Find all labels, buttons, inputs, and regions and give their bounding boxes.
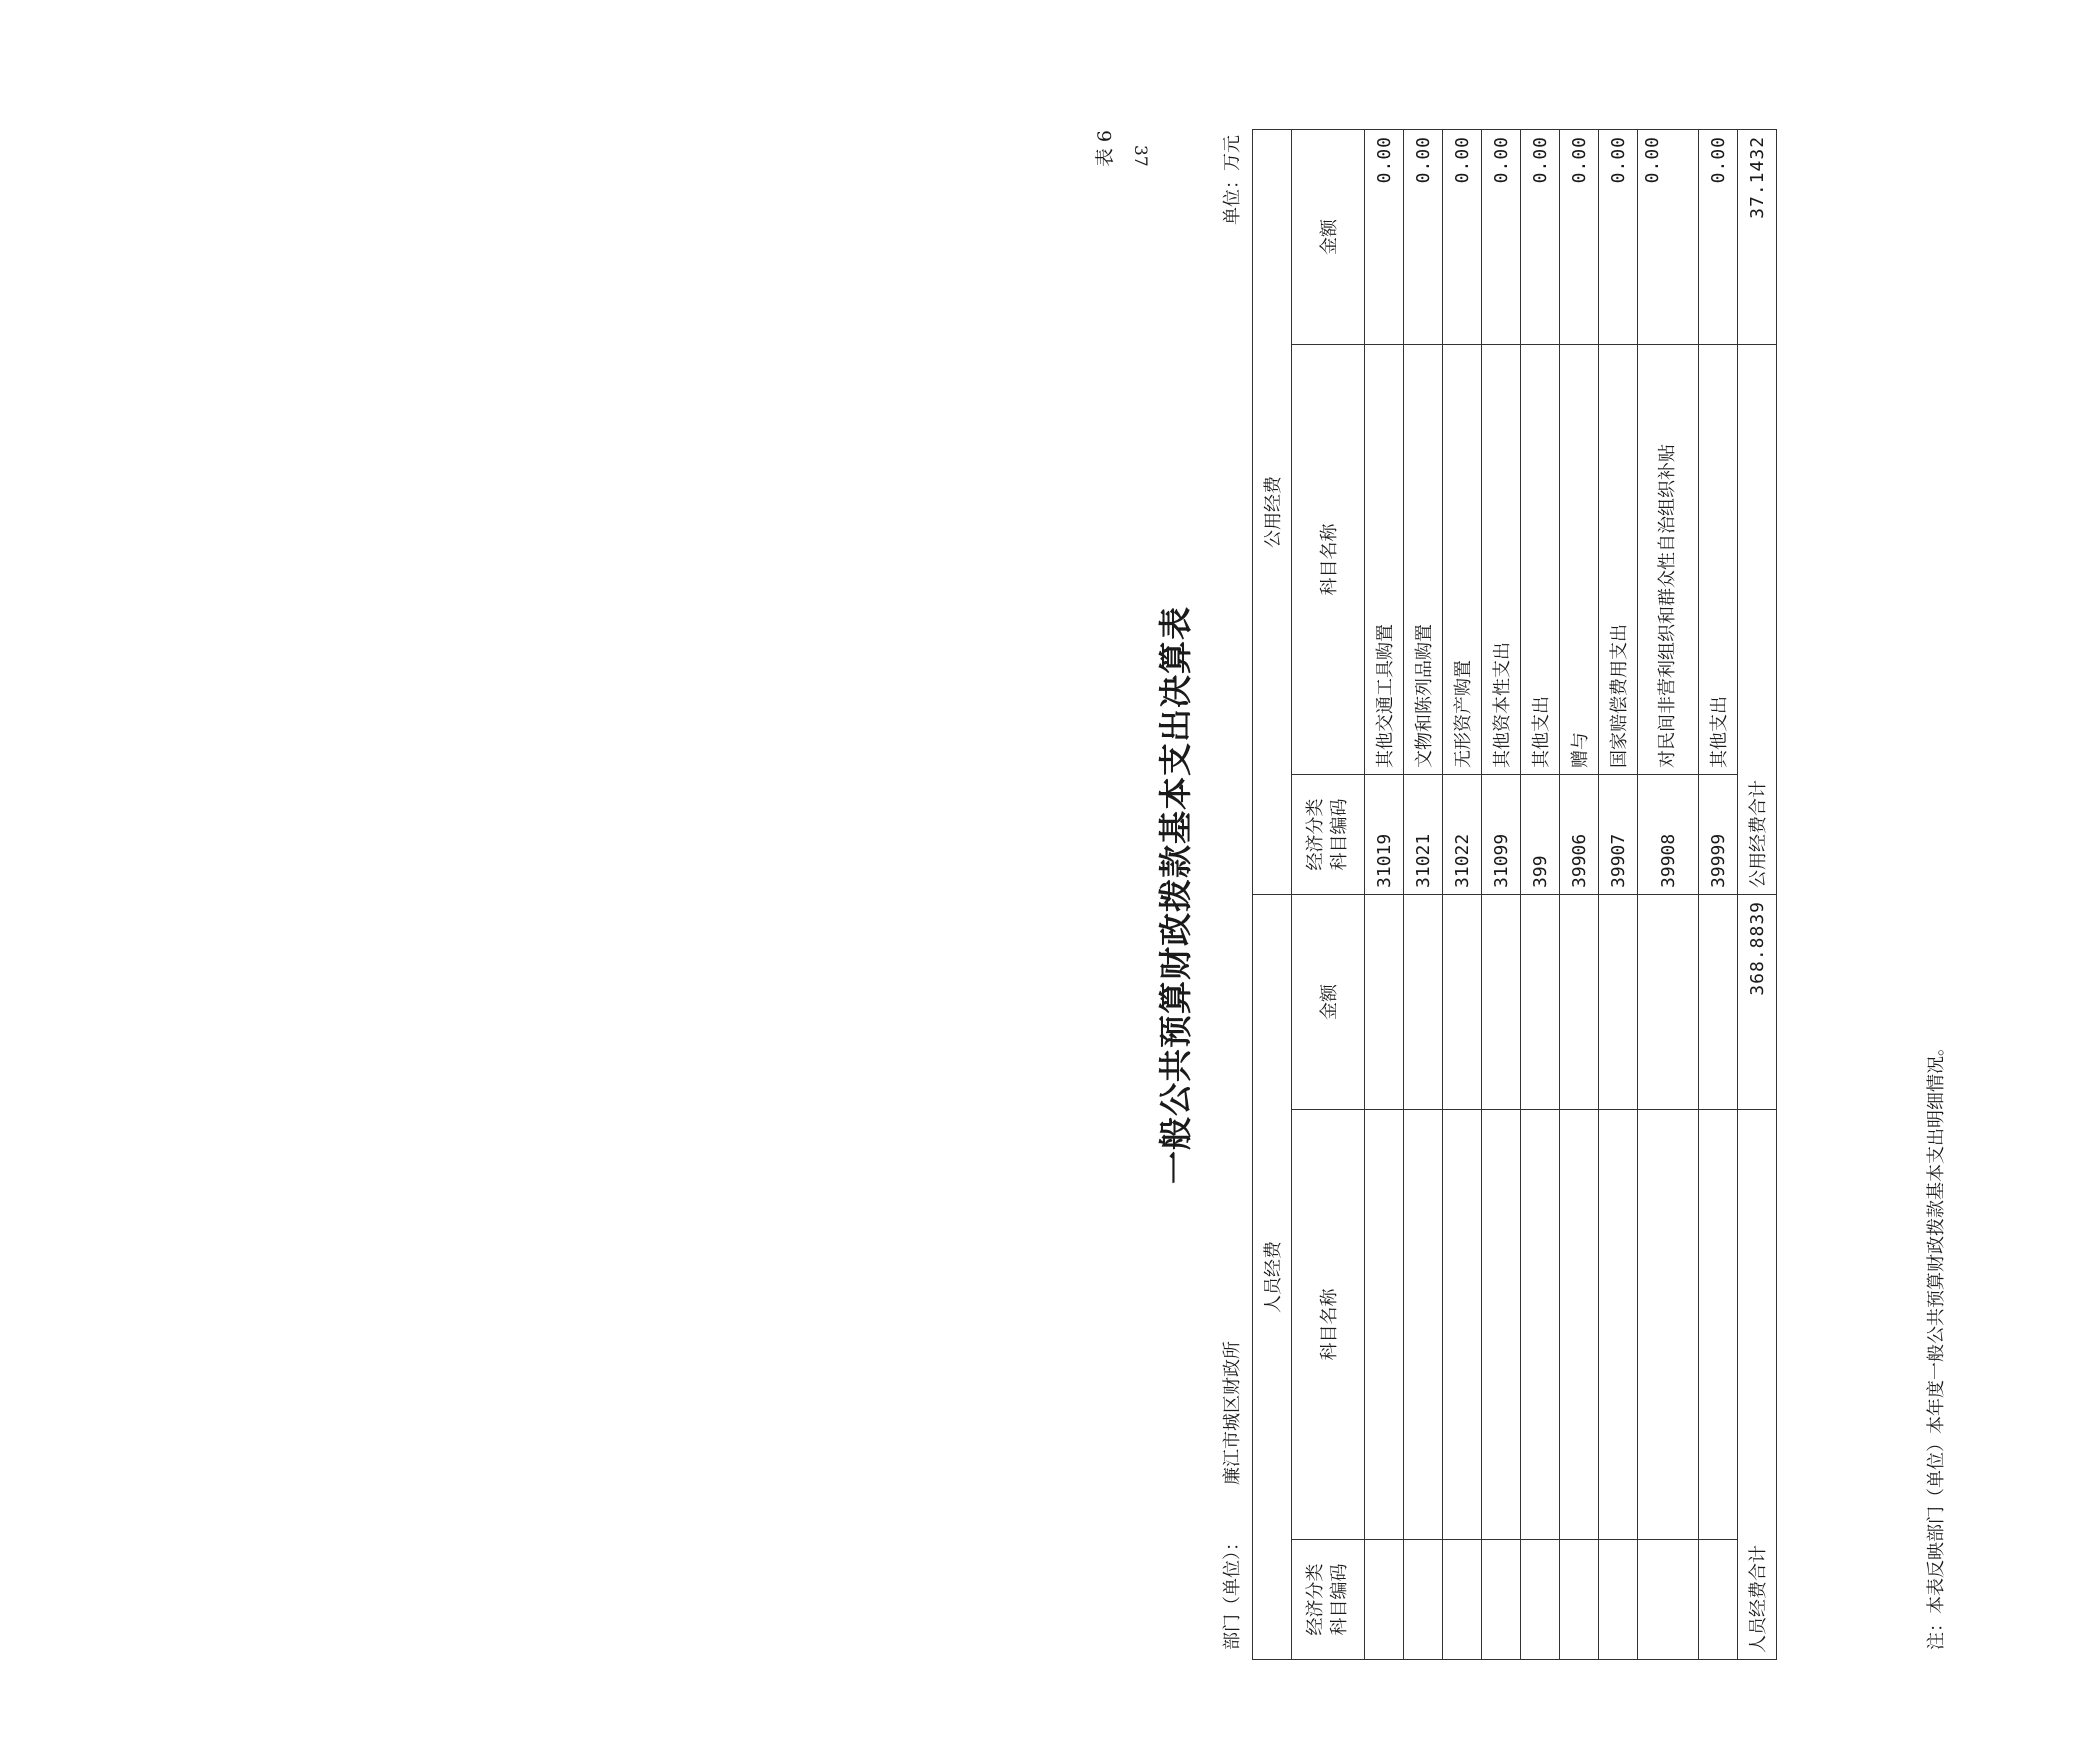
public-amount-cell: 0.00	[1404, 129, 1443, 344]
public-amount-cell: 0.00	[1482, 129, 1521, 344]
personnel-name-cell	[1560, 1110, 1599, 1540]
personnel-amount-cell	[1365, 894, 1404, 1109]
public-code-cell: 39908	[1638, 774, 1699, 894]
page-number: 37	[1130, 145, 1150, 167]
personnel-name-header: 科目名称	[1292, 1110, 1365, 1540]
public-name-cell: 其他支出	[1521, 344, 1560, 774]
public-name-cell: 文物和陈列品购置	[1404, 344, 1443, 774]
public-name-cell: 其他支出	[1699, 344, 1738, 774]
public-name-cell: 其他交通工具购置	[1365, 344, 1404, 774]
personnel-amount-cell	[1521, 894, 1560, 1109]
table-row	[1521, 129, 1560, 1659]
public-name-header: 科目名称	[1292, 344, 1365, 774]
personnel-code-cell	[1599, 1540, 1638, 1660]
public-code-cell: 31021	[1404, 774, 1443, 894]
personnel-code-cell	[1404, 1540, 1443, 1660]
personnel-name-cell	[1699, 1110, 1738, 1540]
public-code-header	[1292, 774, 1365, 894]
personnel-total-amount: 368.8839	[1738, 894, 1777, 1109]
personnel-amount-cell	[1482, 894, 1521, 1109]
table-row	[1560, 129, 1599, 1659]
personnel-code-cell	[1443, 1540, 1482, 1660]
unit-label: 单位：万元	[1222, 135, 1243, 225]
table-row	[1404, 129, 1443, 1659]
public-code-cell: 39999	[1699, 774, 1738, 894]
department-name: 廉江市城区财政所	[1222, 1341, 1243, 1485]
personnel-amount-cell	[1599, 894, 1638, 1109]
table-row	[1443, 129, 1482, 1659]
table-row	[1599, 129, 1638, 1659]
expenditure-table	[1252, 129, 1777, 1660]
public-amount-header: 金额	[1292, 129, 1365, 344]
personnel-amount-cell	[1404, 894, 1443, 1109]
public-code-cell: 399	[1521, 774, 1560, 894]
public-name-cell: 国家赔偿费用支出	[1599, 344, 1638, 774]
public-amount-cell: 0.00	[1365, 129, 1404, 344]
public-name-cell: 无形资产购置	[1443, 344, 1482, 774]
public-name-cell: 对民间非营利组织和群众性自治组织补贴	[1638, 344, 1699, 774]
public-amount-cell: 0.00	[1521, 129, 1560, 344]
public-code-cell: 31019	[1365, 774, 1404, 894]
table-label: 表 6	[1094, 130, 1116, 168]
public-amount-cell: 0.00	[1443, 129, 1482, 344]
personnel-amount-cell	[1560, 894, 1599, 1109]
public-amount-cell: 0.00	[1638, 129, 1699, 344]
personnel-name-cell	[1521, 1110, 1560, 1540]
public-code-cell: 31022	[1443, 774, 1482, 894]
personnel-name-cell	[1365, 1110, 1404, 1540]
table-row	[1482, 129, 1521, 1659]
personnel-name-cell	[1404, 1110, 1443, 1540]
personnel-code-cell	[1482, 1540, 1521, 1660]
personnel-section-header: 人员经费	[1253, 894, 1292, 1659]
personnel-code-cell	[1521, 1540, 1560, 1660]
personnel-code-cell	[1560, 1540, 1599, 1660]
code-header-line2: 经济分类 科目编码	[1305, 798, 1350, 871]
personnel-code-header	[1292, 1540, 1365, 1660]
personnel-code-cell	[1699, 1540, 1738, 1660]
personnel-name-cell	[1482, 1110, 1521, 1540]
footnote: 注：本表反映部门（单位）本年度一般公共预算财政拨款基本支出明细情况。	[1926, 1038, 1947, 1650]
public-code-cell: 39906	[1560, 774, 1599, 894]
totals-row	[1738, 129, 1777, 1659]
code-header-line1: 经济分类 科目编码	[1305, 1563, 1350, 1636]
public-section-header: 公用经费	[1253, 129, 1292, 894]
public-total-label: 公用经费合计	[1738, 344, 1777, 894]
rotated-report-page	[1090, 130, 2080, 1660]
public-name-cell: 赠与	[1560, 344, 1599, 774]
table-row	[1699, 129, 1738, 1659]
department-line	[1218, 130, 1248, 1660]
personnel-amount-cell	[1443, 894, 1482, 1109]
public-code-cell: 31099	[1482, 774, 1521, 894]
personnel-name-cell	[1638, 1110, 1699, 1540]
personnel-amount-cell	[1699, 894, 1738, 1109]
personnel-amount-cell	[1638, 894, 1699, 1109]
public-total-amount: 37.1432	[1738, 129, 1777, 344]
table-row	[1365, 129, 1404, 1659]
report-title: 一般公共预算财政拨款基本支出决算表	[1156, 606, 1195, 1184]
personnel-code-cell	[1638, 1540, 1699, 1660]
table-row	[1638, 129, 1699, 1659]
public-amount-cell: 0.00	[1699, 129, 1738, 344]
personnel-amount-header: 金额	[1292, 894, 1365, 1109]
public-code-cell: 39907	[1599, 774, 1638, 894]
personnel-name-cell	[1599, 1110, 1638, 1540]
department-prefix: 部门（单位）：	[1222, 1533, 1243, 1650]
public-name-cell: 其他资本性支出	[1482, 344, 1521, 774]
personnel-name-cell	[1443, 1110, 1482, 1540]
public-amount-cell: 0.00	[1560, 129, 1599, 344]
personnel-total-label: 人员经费合计	[1738, 1110, 1777, 1660]
public-amount-cell: 0.00	[1599, 129, 1638, 344]
personnel-code-cell	[1365, 1540, 1404, 1660]
